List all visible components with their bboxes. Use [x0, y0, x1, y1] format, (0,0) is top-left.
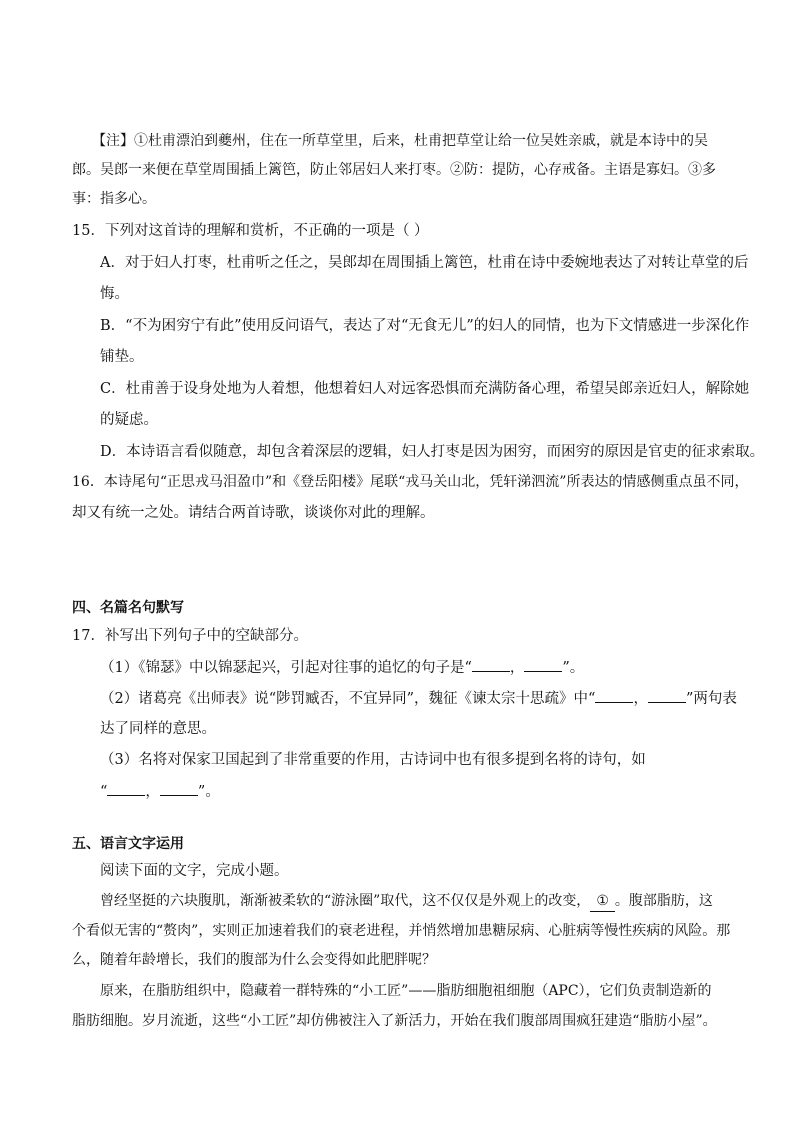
- fill-item-1-suffix: ”。: [562, 660, 585, 676]
- blank-3a[interactable]: [107, 781, 145, 796]
- passage-p2-line-1: 原来，在脂肪组织中，隐藏着一群特殊的“小工匠”——脂肪细胞祖细胞（APC），它们负责制造新的: [100, 983, 712, 999]
- fill-item-2: [100, 688, 737, 709]
- question-16-line-1: 16．本诗尾句“正思戎马泪盈巾”和《登岳阳楼》尾联“戎马关山北，凭轩涕泗流”所表达的情感侧重点虽不同，: [72, 474, 749, 490]
- question-16-line-2: 却又有统一之处。请结合两首诗歌，谈谈你对此的理解。: [72, 505, 435, 521]
- option-a-line-1: A．对于妇人打枣，杜甫听之任之，吴郎却在周围插上篱笆，杜甫在诗中委婉地表达了对转让草堂的后: [100, 255, 749, 271]
- fill-item-1-prefix: （1）《锦瑟》中以锦瑟起兴，引起对往事的追忆的句子是“: [100, 660, 472, 676]
- fill-item-2-prefix: （2）诸葛亮《出师表》说“陟罚臧否，不宜异同”，魏征《谏太宗十思疏》中“: [100, 691, 596, 707]
- option-c-line-2: 的疑虑。: [100, 412, 158, 428]
- note-line-2: 郎。吴郎一来便在草堂周围插上篱笆，防止邻居妇人来打枣。②防：提防，心存戒备。主语是寡妇。③多: [72, 162, 716, 178]
- option-b-line-2: 铺垫。: [100, 349, 144, 365]
- question-17-stem: 17．补写出下列句子中的空缺部分。: [72, 628, 308, 644]
- note-line-1: 【注】①杜甫漂泊到夔州，住在一所草堂里，后来，杜甫把草堂让给一位吴姓亲戚，就是本诗中的吴: [92, 133, 708, 149]
- question-15-stem: 15．下列对这首诗的理解和赏析，不正确的一项是（ ）: [72, 223, 429, 239]
- fill-item-3-open-quote: “: [100, 784, 108, 800]
- passage-p1-line-2: 个看似无害的“赘肉”，实则正加速着我们的衰老进程，并悄然增加患糖尿病、心脏病等慢性疾病的风险。那: [72, 923, 731, 939]
- note-line-3: 事：指多心。: [72, 191, 156, 207]
- option-b-line-1: B．“不为困穷宁有此”使用反问语气，表达了对“无食无儿”的妇人的同情，也为下文情感进一步深化作: [100, 318, 750, 334]
- passage-p1-line-1: [100, 891, 713, 912]
- blank-2b[interactable]: [648, 688, 686, 703]
- blank-circled-1[interactable]: ①: [590, 891, 615, 912]
- blank-3b[interactable]: [160, 781, 198, 796]
- fill-item-1-comma: ，: [509, 660, 525, 676]
- option-c-line-1: C．杜甫善于设身处地为人着想，他想着妇人对远客恐惧而充满防备心理，希望吴郎亲近妇人，解除她: [100, 381, 750, 397]
- fill-item-3-line-1: （3）名将对保家卫国起到了非常重要的作用，古诗词中也有很多提到名将的诗句，如: [100, 752, 646, 768]
- passage-p2-line-2: 脂肪细胞。岁月流逝，这些“小工匠”却仿佛被注入了新活力，开始在我们腹部周围疯狂建造“脂肪小屋”。: [72, 1013, 717, 1029]
- option-a-line-2: 悔。: [100, 286, 129, 302]
- passage-p1-line-3: 么，随着年龄增长，我们的腹部为什么会变得如此肥胖呢？: [72, 952, 436, 968]
- fill-item-3-suffix: ”。: [197, 784, 220, 800]
- passage-p1-suffix: 。腹部脂肪，这: [614, 893, 713, 909]
- option-d-line: D．本诗语言看似随意，却包含着深层的逻辑，妇人打枣是因为困穷，而困穷的原因是官吏的征求索取。: [100, 444, 765, 460]
- blank-2a[interactable]: [595, 688, 633, 703]
- fill-item-3-line-2: [100, 781, 220, 802]
- fill-item-2-line-2: 达了同样的意思。: [100, 721, 216, 737]
- fill-item-3-comma: ，: [145, 784, 160, 800]
- reading-instruction: 阅读下面的文字，完成小题。: [100, 863, 289, 879]
- fill-item-2-suffix: ”两句表: [685, 691, 737, 707]
- passage-p1-prefix: 曾经坚挺的六块腹肌，渐渐被柔软的“游泳圈”取代，这不仅仅是外观上的改变，: [100, 893, 591, 909]
- fill-item-2-comma: ，: [633, 691, 648, 707]
- fill-item-1: [100, 657, 584, 678]
- blank-1a[interactable]: [472, 657, 510, 672]
- blank-1b[interactable]: [524, 657, 562, 672]
- section-5-title: 五、语言文字运用: [72, 836, 184, 852]
- section-4-title: 四、名篇名句默写: [72, 600, 184, 616]
